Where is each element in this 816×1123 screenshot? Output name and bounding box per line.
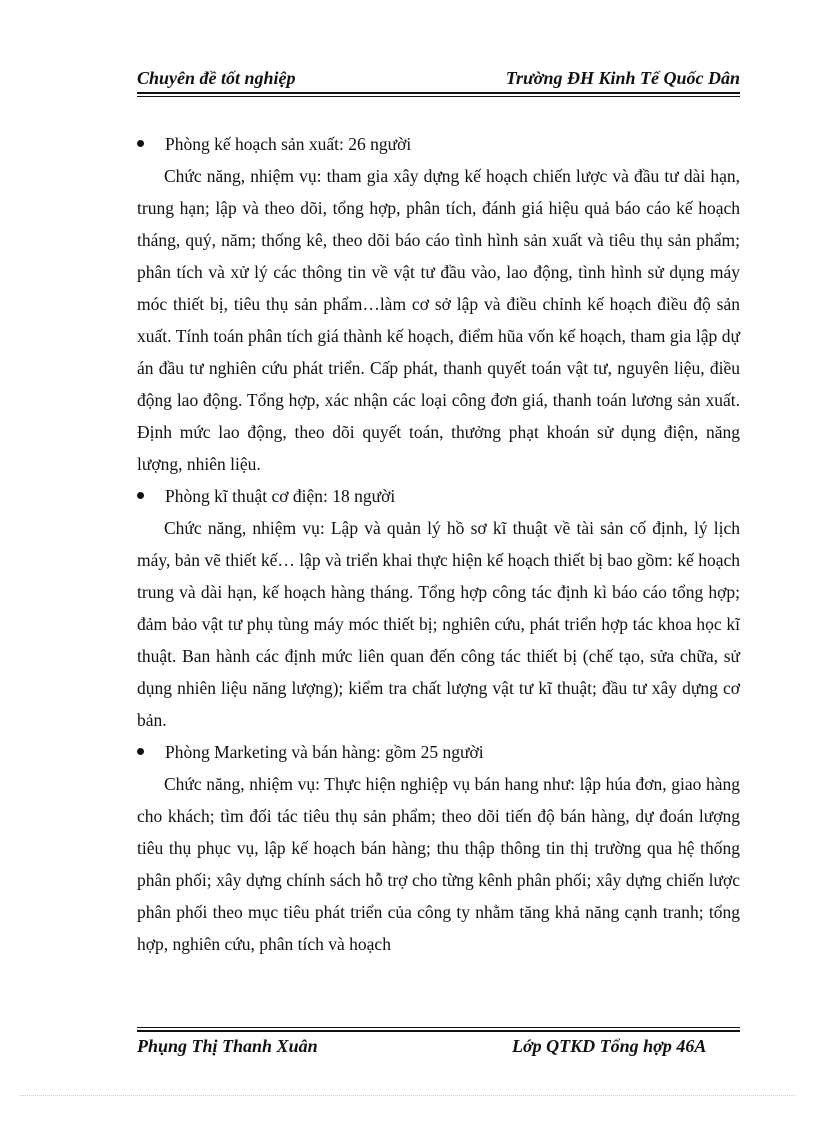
- header-university: Trường ĐH Kinh Tế Quốc Dân: [505, 68, 740, 88]
- bullet-icon: [137, 492, 144, 499]
- footer-rule-inner: [137, 1027, 740, 1028]
- footer-rule: [137, 1030, 740, 1032]
- header-rule: [137, 92, 740, 94]
- section-body-planning: Chức năng, nhiệm vụ: tham gia xây dựng kế hoạch chiến lược và đầu tư dài hạn, trung hạn; lập và theo dõi, tổng hợp, phân tích, đánh giá hiệu quả báo cáo kế hoạch tháng, quý, năm; thống kê, theo dõi báo cáo tình hình sản xuất và tiêu thụ sản phẩm; phân tích và xử lý các thông tin về vật tư đầu vào, lao động, tình hình sử dụng máy móc thiết bị, tiêu thụ sản phẩm…làm cơ sở lập và điều chỉnh kế hoạch điều độ sản xuất. Tính toán phân tích giá thành kế hoạch, điểm hũa vốn kế hoạch, tham gia lập dự án đầu tư nghiên cứu phát triển. Cấp phát, thanh quyết toán vật tư, nguyên liệu, điều động lao động. Tổng hợp, xác nhận các loại công đơn giá, thanh toán lương sản xuất. Định mức lao động, theo dõi quyết toán, thưởng phạt khoán sử dụng điện, năng lượng, nhiên liệu.: [137, 166, 740, 474]
- section-heading: [137, 736, 740, 768]
- page-boundary: [20, 1095, 796, 1096]
- footer-class: Lớp QTKD Tổng hợp 46A: [512, 1036, 707, 1056]
- bullet-icon: [137, 140, 144, 147]
- bullet-icon: [137, 748, 144, 755]
- section-body-engineering: Chức năng, nhiệm vụ: Lập và quản lý hồ sơ kĩ thuật về tài sản cố định, lý lịch máy, bản vẽ thiết kế… lập và triển khai thực hiện kế hoạch thiết bị bao gồm: kế hoạch trung và dài hạn, kế hoạch hàng tháng. Tổng hợp công tác định kì báo cáo tổng hợp; đảm bảo vật tư phụ tùng máy móc thiết bị; nghiên cứu, phát triển hợp tác khoa học kĩ thuật. Ban hành các định mức liên quan đến công tác thiết bị (chế tạo, sửa chữa, sử dụng nhiên liệu năng lượng); kiểm tra chất lượng vật tư kĩ thuật; đầu tư xây dựng cơ bản.: [137, 518, 740, 730]
- section-body-marketing: Chức năng, nhiệm vụ: Thực hiện nghiệp vụ bán hang như: lập húa đơn, giao hàng cho khách; tìm đối tác tiêu thụ sản phẩm; theo dõi tiến độ bán hàng, dự đoán lượng tiêu thụ phục vụ, lập kế hoạch bán hàng; thu thập thông tin thị trường qua hệ thống phân phối; xây dựng chính sách hỗ trợ cho từng kênh phân phối; xây dựng chiến lược phân phối theo mục tiêu phát triển của công ty nhằm tăng khả năng cạnh tranh; tổng hợp, nghiên cứu, phân tích và hoạch: [137, 774, 740, 954]
- document-body: [137, 128, 740, 960]
- section-heading: [137, 128, 740, 160]
- section-title-engineering: Phòng kĩ thuật cơ điện: 18 người: [165, 486, 396, 506]
- page-header: [137, 68, 740, 89]
- header-thesis-title: Chuyên đề tốt nghiệp: [137, 68, 296, 88]
- section-heading: [137, 480, 740, 512]
- section-title-marketing: Phòng Marketing và bán hàng: gồm 25 người: [165, 742, 484, 762]
- section-title-planning: Phòng kế hoạch sản xuất: 26 người: [165, 134, 412, 154]
- header-rule-inner: [137, 96, 740, 97]
- footer-author: Phụng Thị Thanh Xuân: [137, 1036, 318, 1056]
